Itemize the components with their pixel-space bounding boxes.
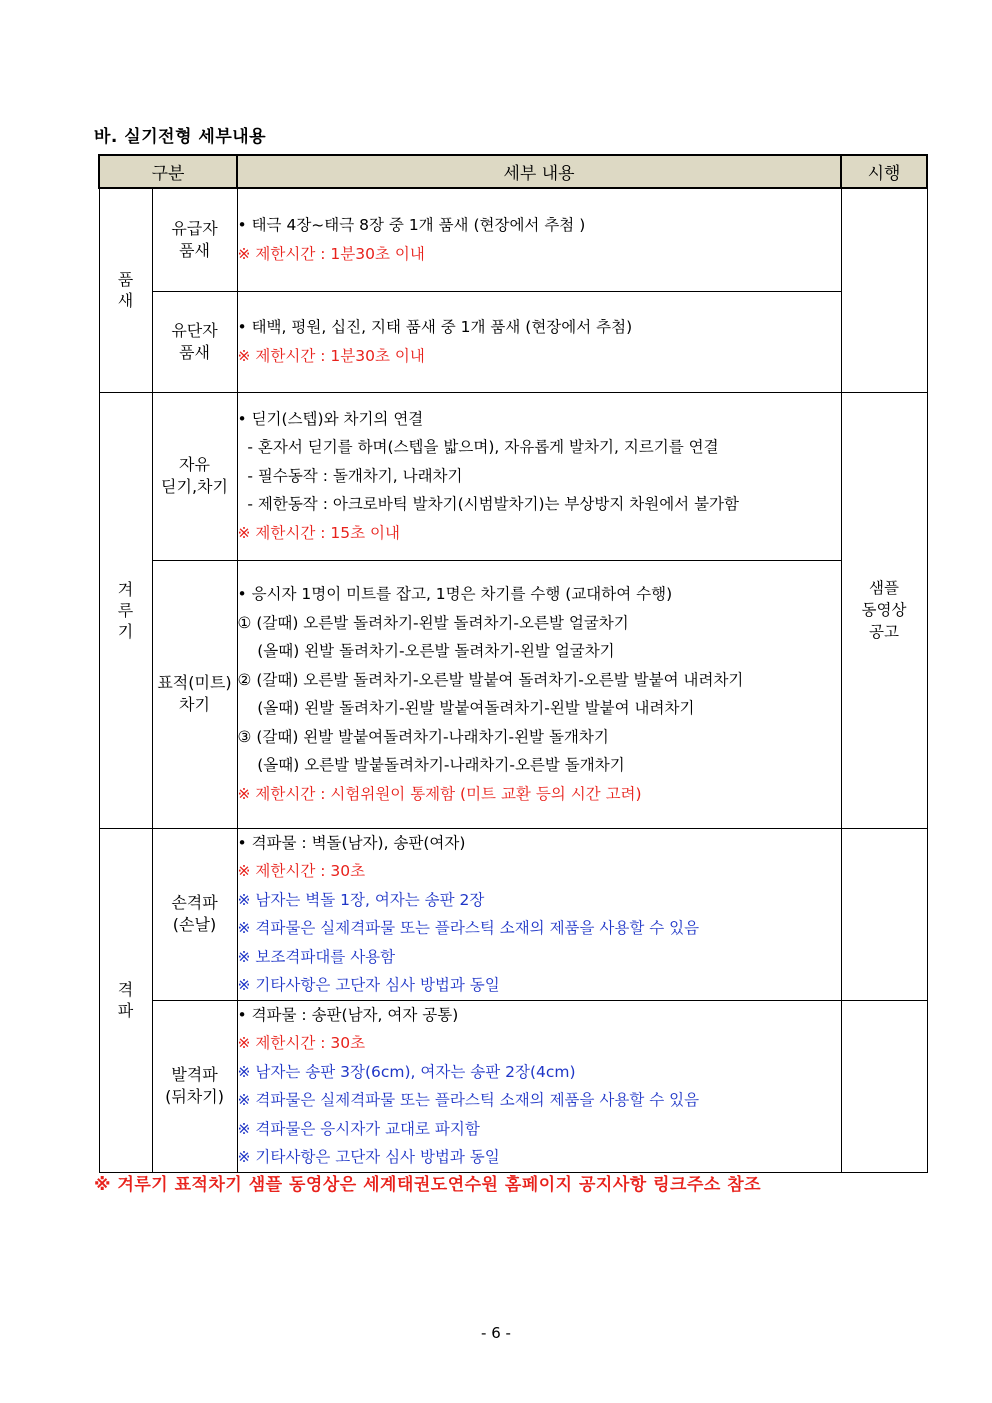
table-row — [99, 560, 927, 828]
subcategory-cell: 유단자 품새 — [152, 291, 237, 392]
details-cell: • 태극 4장~태극 8장 중 1개 품새 (현장에서 추첨 ) ※ 제한시간 : 1분30초 이내 — [237, 188, 841, 291]
table-row — [99, 291, 927, 392]
table-header-row — [99, 155, 927, 188]
table-row — [99, 1000, 927, 1172]
table-row — [99, 392, 927, 560]
details-cell: • 격파물 : 송판(남자, 여자 공통) ※ 제한시간 : 30초 ※ 남자는 송판 3장(6cm), 여자는 송판 2장(4cm) ※ 격파물은 실제격파물 또는 플라스틱 소재의 제품을 사용할 수 있음 ※ 격파물은 응시자가 교대로 파지함 ※ 기타사항은 고단자 심사 방법과 동일 — [237, 1000, 841, 1172]
details-cell: • 응시자 1명이 미트를 잡고, 1명은 차기를 수행 (교대하여 수행) ① (갈때) 오른발 돌려차기-왼발 돌려차기-오른발 얼굴차기 (올때) 왼발 돌려차기-오른발 돌려차기-왼발 얼굴차기 ② (갈때) 오른발 돌려차기-오른발 발붙여 돌려차기-오른발 발붙여 내려차기 (올때) 왼발 돌려차기-왼발 발붙여돌려차기-왼발 발붙여 내려차기 ③ (갈때) 왼발 발붙여돌려차기-나래차기-왼발 돌개차기 (올때) 오른발 발붙돌려차기-나래차기-오른발 돌개차기 ※ 제한시간 : 시험위원이 통제함 (미트 교환 등의 시간 고려) — [237, 560, 841, 828]
subcategory-cell: 손격파 (손날) — [152, 828, 237, 1000]
execution-note-cell: 샘플 동영상 공고 — [841, 392, 927, 828]
details-cell: • 딛기(스텝)와 차기의 연결 - 혼자서 딛기를 하며(스텝을 밟으며), 자유롭게 발차기, 지르기를 연결 - 필수동작 : 돌개차기, 나래차기 - 제한동작 : 아크로바틱 발차기(시범발차기)는 부상방지 차원에서 불가함 ※ 제한시간 : 15초 이내 — [237, 392, 841, 560]
header-details: 세부 내용 — [237, 155, 841, 188]
category-gyeokpa: 격 파 — [99, 828, 152, 1172]
details-cell: • 격파물 : 벽돌(남자), 송판(여자) ※ 제한시간 : 30초 ※ 남자는 벽돌 1장, 여자는 송판 2장 ※ 격파물은 실제격파물 또는 플라스틱 소재의 제품을 사용할 수 있음 ※ 보조격파대를 사용함 ※ 기타사항은 고단자 심사 방법과 동일 — [237, 828, 841, 1000]
page-number: - 6 - — [481, 1324, 511, 1342]
execution-cell — [841, 188, 927, 392]
table-row — [99, 188, 927, 291]
table-row — [99, 828, 927, 1000]
execution-cell — [841, 1000, 927, 1172]
footnote: ※ 겨루기 표적차기 샘플 동영상은 세계태권도연수원 홈페이지 공지사항 링크주소 참조 — [94, 1175, 762, 1195]
header-execution: 시행 — [841, 155, 927, 188]
subcategory-cell: 유급자 품새 — [152, 188, 237, 291]
subcategory-cell: 발격파 (뒤차기) — [152, 1000, 237, 1172]
subcategory-cell: 표적(미트) 차기 — [152, 560, 237, 828]
category-poomsae: 품 새 — [99, 188, 152, 392]
subcategory-cell: 자유 딛기,차기 — [152, 392, 237, 560]
exam-details-table — [98, 154, 928, 1173]
execution-cell — [841, 828, 927, 1000]
details-cell: • 태백, 평원, 십진, 지태 품새 중 1개 품새 (현장에서 추첨) ※ 제한시간 : 1분30초 이내 — [237, 291, 841, 392]
header-category: 구분 — [99, 155, 237, 188]
section-title: 바. 실기전형 세부내용 — [94, 127, 267, 147]
category-kyorugi: 겨 루 기 — [99, 392, 152, 828]
